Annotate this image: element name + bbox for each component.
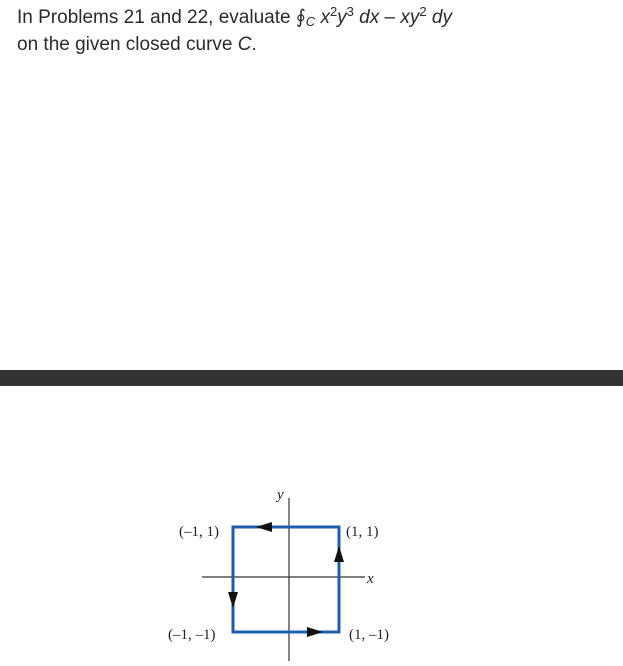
arrow-down-left-icon <box>228 592 238 608</box>
term1-x-exponent: 2 <box>329 4 338 19</box>
problem-line-1 <box>17 4 617 31</box>
term1-dx: dx <box>353 7 380 28</box>
line2-suffix: . <box>251 34 257 55</box>
arrow-top-left-icon <box>256 522 272 532</box>
corner-label-bottom-right: (1, –1) <box>349 627 389 643</box>
x-axis-label: x <box>367 571 374 587</box>
curve-figure <box>0 386 623 661</box>
problem-line-2 <box>17 31 617 58</box>
minus-sign: – <box>379 7 401 28</box>
arrow-bottom-right-icon <box>307 627 323 637</box>
corner-label-bottom-left: (–1, –1) <box>168 627 216 643</box>
term2-y-exponent: 2 <box>419 4 427 19</box>
term1-x: x <box>320 7 330 28</box>
term2-y: y <box>409 7 420 28</box>
term1-y: y <box>337 7 347 28</box>
problem-statement <box>17 4 617 58</box>
closed-curve-c <box>233 527 339 632</box>
line2-curve: C <box>237 34 252 55</box>
corner-label-top-left: (–1, 1) <box>179 524 219 540</box>
y-axis-label: y <box>277 487 284 503</box>
line2-prefix: on the given closed curve <box>17 34 238 55</box>
arrow-up-right-icon <box>334 546 344 562</box>
problem-intro: In Problems 21 and 22, evaluate <box>17 7 296 28</box>
curve-diagram <box>0 386 623 661</box>
contour-integral-symbol: ∮ <box>295 7 306 28</box>
corner-label-top-right: (1, 1) <box>346 524 379 540</box>
section-divider <box>0 370 623 386</box>
term2-x: x <box>400 7 410 28</box>
term1-y-exponent: 3 <box>346 4 354 19</box>
term2-dy: dy <box>426 7 452 28</box>
curve-subscript: C <box>305 14 316 29</box>
